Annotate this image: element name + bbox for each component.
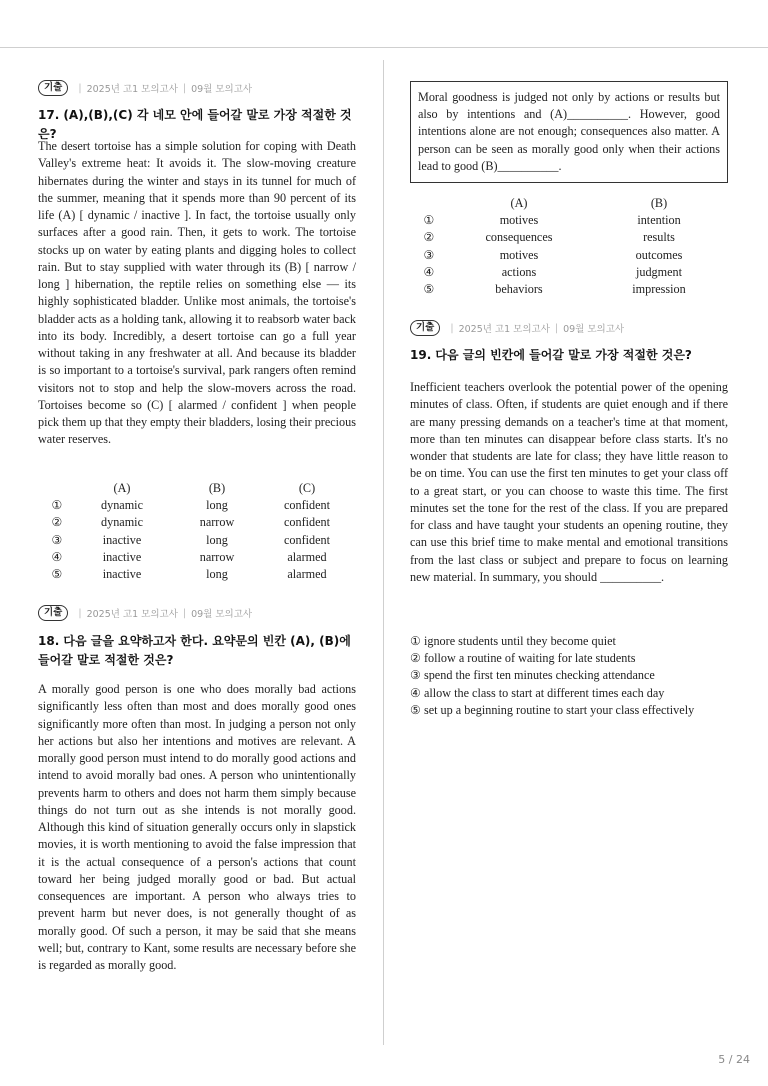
q19-choice-4[interactable]: ④ allow the class to start at different times each day xyxy=(410,685,665,700)
q17-option-4[interactable]: ④ inactive narrow alarmed xyxy=(51,549,327,564)
q17-option-5[interactable]: ⑤ inactive long alarmed xyxy=(51,567,327,582)
header-rule xyxy=(0,47,768,48)
q18-option-5[interactable]: ⑤ behaviors impression xyxy=(423,282,686,297)
q19-passage: Inefficient teachers overlook the potential power of the opening minutes of class. Often, if students are quiet enough and if there are many pressing demands on a teacher's time at that moment, more than ten minutes can disappear before class starts. It's no wonder that students are late for class; they have little reason to be on time. You can use the first ten minutes to get your class off to a great start, or you can choose to waste this time. The first minutes set the tone for the rest of the class. If you are prepared for class and have taught your students an opening routine, they can use this brief time to make mental and emotional transitions from the last class or subject and prepare to focus on learning new material. In summary, you should __________. xyxy=(410,380,728,584)
q18-option-3[interactable]: ③ motives outcomes xyxy=(423,247,683,262)
q17-passage: The desert tortoise has a simple solution for coping with Death Valley's extreme heat: It avoids it. The slow-moving creature hibernates during the winter and stays in its tunnel for much of the summer, meaning that it spends more than 90 percent of its life (A) [ dynamic / inactive ]. In fact, the tortoise usually only surfaces after a good rain. Then, it gets to work. The tortoise stocks up on water by eating plants and digging holes to collect rain. But to stay supplied with water through its (B) [ narrow / long ] hibernation, the reptile relies on something else — its highly sophisticated bladder. Unlike most animals, the tortoise's bladder acts as a holding tank, allowing it to reabsorb water back into its body. Incredibly, a desert tortoise can go a full year without taking in any freshwater at all. And because its bladder is so important to a tortoise's survival, park rangers often remind visitors not to stop and help the slow-movers across the road. Tortoises become so (C) [ alarmed / confident ] when people pick them up that they empty their bladders, losing their precious water reserves. xyxy=(38,139,357,447)
source-badge: 기출 xyxy=(38,605,68,621)
q18-option-4[interactable]: ④ actions judgment xyxy=(423,264,683,279)
source-badge: 기출 xyxy=(38,80,68,96)
q17-bracket-a: [ dynamic / inactive ] xyxy=(79,208,189,222)
q18-options-table xyxy=(414,195,724,298)
source-month: 09월 모의고사 xyxy=(191,84,253,95)
q19-title: 19. 다음 글의 빈칸에 들어갈 말로 가장 적절한 것은? xyxy=(410,348,692,362)
q18-option-2[interactable]: ② consequences results xyxy=(423,230,675,245)
q18-options-header: (A) (B) xyxy=(510,196,668,211)
q18-option-1[interactable]: ① motives intention xyxy=(423,213,681,228)
q18-title: 18. 다음 글을 요약하고자 한다. 요약문의 빈칸 (A), (B)에 들어갈 말로 적절한 것은? xyxy=(38,634,351,667)
q19-choice-2[interactable]: ② follow a routine of waiting for late students xyxy=(410,651,636,666)
source-month: 09월 모의고사 xyxy=(191,609,253,620)
source-line-q19: 기출 | 2025년 고1 모의고사 | 09월 모의고사 xyxy=(410,320,624,336)
q17-title: 17. (A),(B),(C) 각 네모 안에 들어갈 말로 가장 적절한 것은? xyxy=(38,108,352,141)
page-number: 5 / 24 xyxy=(718,1053,750,1066)
column-divider xyxy=(383,60,384,1045)
source-year: 2025년 고1 모의고사 xyxy=(86,84,178,95)
source-year: 2025년 고1 모의고사 xyxy=(458,324,550,335)
q18-passage: A morally good person is one who does morally bad actions significantly less often than most and does morally good ones significantly more often than most. In judging a person not only her actions but also her intentions and motives are relevant. A morally good person must intend to do morally good actions and intend to avoid morally bad ones. A person who unintentionally prevents harm to others and does not harm them simply because things do not turn out as she intends is not morally good. Although this kind of situation generally occurs only in slapstick movies, it is worth mentioning to avoid the false impression that it is the actual consequence of a person's actions that count toward her being judged morally good or bad. But actual consequences are important. A person who always tries to prevent harm but never does, is not generally thought of as morally good. Of such a person, it may be said that she means well; but, contrary to Kant, some results are necessary before she is regarded as morally good. xyxy=(38,682,356,972)
q17-options-header: (A) (B) (C) xyxy=(113,481,316,496)
q17-option-2[interactable]: ② dynamic narrow confident xyxy=(51,515,331,530)
q17-options-table xyxy=(42,480,352,583)
q17-option-3[interactable]: ③ inactive long confident xyxy=(51,532,331,547)
q17-bracket-c: [ alarmed / confident ] xyxy=(168,397,287,412)
q19-choice-5[interactable]: ⑤ set up a beginning routine to start your class effectively xyxy=(410,702,695,717)
q17-bracket-b: [ narrow / long ] xyxy=(38,259,356,291)
source-month: 09월 모의고사 xyxy=(563,324,625,335)
q17-option-1[interactable]: ① dynamic long confident xyxy=(51,498,331,513)
source-line-q18: 기출 | 2025년 고1 모의고사 | 09월 모의고사 xyxy=(38,605,252,621)
source-year: 2025년 고1 모의고사 xyxy=(86,609,178,620)
q19-choice-1[interactable]: ① ignore students until they become quiet xyxy=(410,634,616,648)
source-line-q17: 기출 | 2025년 고1 모의고사 | 09월 모의고사 xyxy=(38,80,252,96)
q19-choice-3[interactable]: ③ spend the first ten minutes checking attendance xyxy=(410,668,655,683)
source-badge: 기출 xyxy=(410,320,440,336)
q19-choices xyxy=(410,633,730,719)
q18-summary-box: Moral goodness is judged not only by actions or results but also by intentions and (A)__________. However, good intentions alone are not enough; consequences also matter. A person can be seen as morally good only when their actions lead to good (B)__________. xyxy=(410,81,728,183)
